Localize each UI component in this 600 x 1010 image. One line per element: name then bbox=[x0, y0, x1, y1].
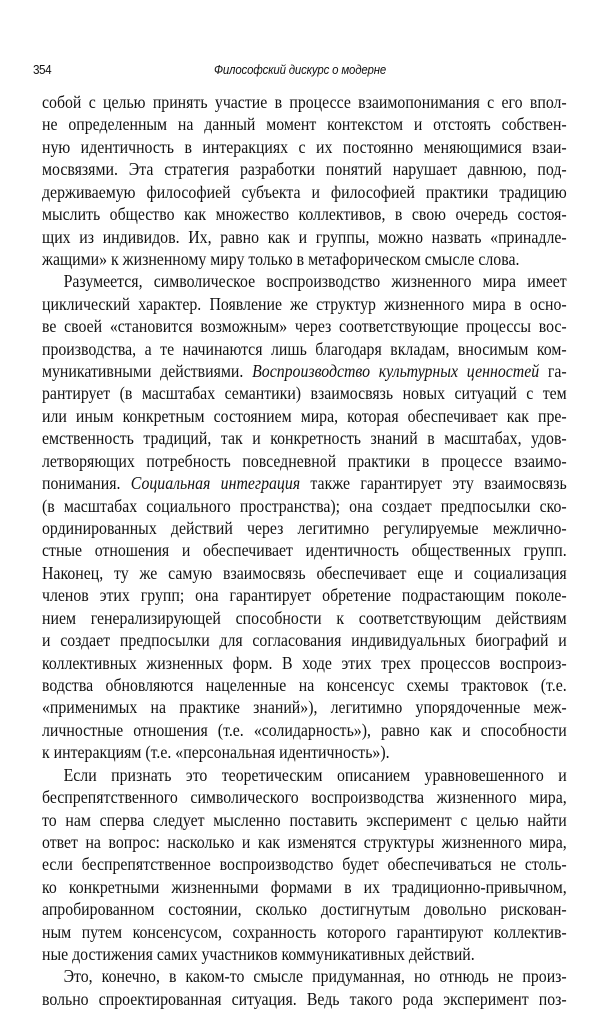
text-line: ко конкретными жизненными формами в их традиционно-привычном, bbox=[42, 876, 567, 897]
text-line: мыслить общество как множество коллективов, в свою очередь состоя- bbox=[42, 204, 567, 225]
text-line: производства, а те начинаются лишь благодаря вкладам, вносимым ком- bbox=[42, 338, 567, 359]
text-line: стные отношения и обеспечивает идентичность общественных групп. bbox=[42, 540, 567, 561]
text-line: ные достижения самих участников коммуникативных действий. bbox=[42, 944, 475, 965]
emphasis-social-integration: Социальная интеграция bbox=[130, 473, 301, 494]
text-run: также гарантирует эту взаимосвязь bbox=[300, 473, 567, 494]
text-line: Разумеется, символическое воспроизводство жизненного мира имеет bbox=[63, 271, 567, 292]
running-head bbox=[33, 62, 567, 82]
text-run: понимания. bbox=[42, 473, 131, 494]
text-line: нием генерализирующей способности к соответствующим действиям bbox=[42, 607, 567, 628]
text-line: апробированном состоянии, сколько достигнутым довольно рискован- bbox=[42, 899, 567, 920]
text-line: емственность традиций, так и конкретность знаний в масштабах, удов- bbox=[42, 428, 567, 449]
text-line: водства обновляются нацеленные на консенсус схемы трактовок (т.е. bbox=[42, 674, 567, 695]
paragraph-1 bbox=[42, 91, 567, 270]
paragraph-3 bbox=[42, 764, 567, 966]
text-line: личностные отношения (т.е. «солидарность»), равно как и способности bbox=[42, 719, 567, 740]
text-line: ответ на вопрос: насколько и как изменятся структуры жизненного мира, bbox=[42, 831, 567, 852]
text-line: если беспрепятственное воспроизводство будет обеспечиваться не столь- bbox=[42, 854, 567, 875]
text-line: ным путем консенсусом, сохранность которого гарантируют коллектив- bbox=[42, 921, 567, 942]
page-number: 354 bbox=[33, 62, 52, 77]
running-title: Философский дискурс о модерне bbox=[213, 62, 387, 77]
paragraph-2 bbox=[42, 270, 567, 763]
text-line: коллективных жизненных форм. В ходе этих трех процессов воспроиз- bbox=[42, 652, 567, 673]
text-line: ве своей «становится возможным» через соответствующие процессы вос- bbox=[42, 316, 567, 337]
text-line: не определенным на данный момент контекстом и отстоять собствен- bbox=[42, 114, 567, 135]
text-line: (в масштабах социального пространства); она создает предпосылки ско- bbox=[42, 495, 567, 516]
text-line: членов этих групп; она гарантирует обретение подрастающим поколе- bbox=[42, 585, 567, 606]
body-text bbox=[42, 91, 567, 1010]
text-line: то нам сперва следует мысленно поставить эксперимент с целью найти bbox=[42, 809, 567, 830]
text-line: летворяющих потребность повседневной практики в процессе взаимо- bbox=[42, 450, 567, 471]
text-line: и создает предпосылки для согласования индивидуальных биографий и bbox=[42, 630, 567, 651]
text-line: беспрепятственного символического воспроизводства жизненного мира, bbox=[42, 787, 567, 808]
text-line: Наконец, ту же самую взаимосвязь обеспечивает еще и социализация bbox=[42, 562, 567, 583]
text-line: держиваемую философией субъекта и философией практики традицию bbox=[42, 181, 567, 202]
text-line: Это, конечно, в каком-то смысле придуманная, но отнюдь не произ- bbox=[63, 966, 567, 987]
text-line: циклический характер. Появление же структур жизненного мира в осно- bbox=[42, 293, 567, 314]
emphasis-cultural-values: Воспроизводство культурных ценностей bbox=[252, 361, 540, 382]
text-line: или иным конкретным состоянием мира, которая обеспечивает как пре- bbox=[42, 405, 567, 426]
text-run: га- bbox=[539, 361, 567, 382]
paragraph-4 bbox=[42, 965, 567, 1010]
text-line: собой с целью принять участие в процессе взаимопонимания с его впол- bbox=[42, 92, 567, 112]
text-line: к интеракциям (т.е. «персональная идентичность»). bbox=[42, 742, 390, 763]
text-line: щих из индивидов. Их, равно как и группы, можно назвать «принадле- bbox=[42, 226, 567, 247]
text-line: жащими» к жизненному миру только в метафорическом смысле слова. bbox=[42, 248, 520, 269]
text-line-mixed bbox=[42, 472, 567, 494]
text-line: «применимых на практике знаний»), легитимно упорядоченные меж- bbox=[42, 697, 567, 718]
text-line-mixed bbox=[42, 360, 567, 382]
text-line: вольно спроектированная ситуация. Ведь такого рода эксперимент поз- bbox=[42, 988, 567, 1009]
text-run: муникативными действиями. bbox=[42, 361, 253, 382]
text-line: рантирует (в масштабах семантики) взаимосвязь новых ситуаций с тем bbox=[42, 383, 567, 404]
text-line: ную идентичность в интеракциях с их постоянно меняющимися взаи- bbox=[42, 136, 567, 157]
text-line: мосвязями. Эта стратегия разработки понятий нарушает давнюю, под- bbox=[42, 159, 567, 180]
text-line: ординированных действий через легитимно регулируемые межлично- bbox=[42, 518, 567, 539]
text-line: Если признать это теоретическим описанием уравновешенного и bbox=[63, 764, 567, 785]
